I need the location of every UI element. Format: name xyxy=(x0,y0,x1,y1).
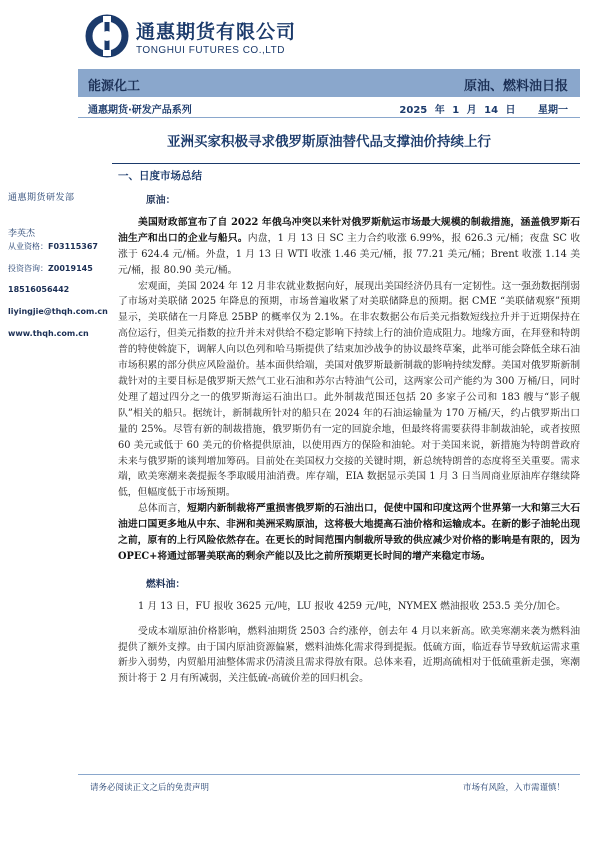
header-subline xyxy=(78,99,580,118)
email-link[interactable]: liyingjie@thqh.com.cn xyxy=(8,307,108,316)
crude-heading: 原油： xyxy=(146,195,176,206)
email-row[interactable] xyxy=(8,307,108,316)
website-link[interactable]: www.thqh.com.cn xyxy=(8,329,89,338)
company-name-en: TONGHUI FUTURES CO.,LTD xyxy=(136,45,285,56)
crude-p1-rest: 内盘，1 月 13 日 SC 主力合约收涨 6.99%，报 626.3 元/桶；夜盘 SC 收涨于 624.4 元/桶。外盘，1 月 13 日 WTI 收涨 1.46 美元/桶，报 77.21 美元/桶；Brent 收涨 1.14 美元/桶，报 80.90 美元/桶。 xyxy=(118,232,581,276)
page-title: 亚洲买家积极寻求俄罗斯原油替代品支撑油价持续上行 xyxy=(167,134,491,150)
invest-label: 投资咨询： xyxy=(8,264,48,273)
report-series: 通惠期货·研发产品系列 xyxy=(88,105,192,116)
company-name-cn: 通惠期货有限公司 xyxy=(136,21,297,43)
cert-row xyxy=(8,241,108,252)
invest-row xyxy=(8,263,108,274)
fuel-heading: 燃料油： xyxy=(146,578,186,590)
report-category: 能源化工 xyxy=(88,79,141,94)
section-divider xyxy=(112,163,580,164)
footer-divider xyxy=(78,774,580,775)
section-number: 一、 xyxy=(118,170,139,182)
crude-paragraph-3 xyxy=(118,501,580,565)
crude-p1-bold: 美国财政部宣布了自 2022 年俄乌冲突以来针对俄罗斯航运市场最大规模的制裁措施，涵盖俄罗斯石油生产和出口的企业与船只。 xyxy=(118,216,580,244)
report-date-line xyxy=(399,101,568,116)
footer-risk-note: 市场有风险，入市需谨慎！ xyxy=(462,783,565,793)
fuel-paragraph-1: 1 月 13 日，FU 报收 3625 元/吨，LU 报收 4259 元/吨，NYMEX 燃油报收 253.5 美分/加仑。 xyxy=(138,600,566,612)
crude-p3-bold: 短期内新制裁将严重损害俄罗斯的石油出口，促使中国和印度这两个世界第一大和第三大石油进口国更多地从中东、非洲和美洲采购原油，这将极大地提高石油价格和运输成本。在新的影子油轮出现之前，原有的上行风险依然存在。在更长的时间范围内制裁所导致的供应减少对价格的影响是有限的，因为 OPEC+将通过部署美联高的剩余产能以及比之前所预期更长时间的增产来稳定市场。 xyxy=(118,503,581,562)
report-date: 2025 年 1 月 14 日 xyxy=(399,105,516,116)
section-heading xyxy=(118,168,202,183)
company-logo-icon xyxy=(85,14,129,58)
crude-paragraph-2: 宏观面，美国 2024 年 12 月非农就业数据向好，展现出美国经济仍具有一定韧性。这一强劲数据削弱了市场对美联储 2025 年降息的预期，市场普遍收紧了对美联储降息的预期。据 CME “美联储观察”预期显示，美联储在一月降息 25BP 的概率仅为 2.1%。在非农数据公布后美元指数短线拉升并于近期保持在高位运行，但美元指数的拉升并未对供给不稳定影响下持续上行的油价造成阻力。地缘方面，在拜登和特朗普的特使斡旋下，调解人向以色列和哈马斯提供了结束加沙战争的协议最终草案，此举可能会降低全球石油市场积累的部分供应风险溢价。基本面供给端，美国对俄罗斯最新制裁的影响持续发酵。美国对俄罗斯新制裁针对的主要目标是俄罗斯天然气工业石油和苏尔古特油气公司，这两家公司产能约为 300 万桶/日，同时处理了超过四分之一的俄罗斯海运石油出口。此外制裁范围还包括 20 多家子公司和 183 艘与“影子舰队”相关的船只。据统计，新制裁所针对的船只在 2024 年的石油运输量为 170 万桶/天，约占俄罗斯出口量的 25%。尽管有新的制裁措施，俄罗斯仍有一定的回旋余地，但最终将需要获得非制裁油轮，或者按照 60 美元或低于 60 美元的价格提供原油，以使用西方的保险和油轮。对于美国来说，新措施为特朗普政府未来与俄罗斯的谈判增加筹码。目前处在美国权力交接的关键时期，新总统特朗普的态度将至关重要。需求端，欧美寒潮来袭提振冬季取暖用油消费。库存端，EIA 数据显示美国 1 月 3 日当周商业原油库存继续降低，但幅度低于市场预期。 xyxy=(118,280,580,499)
header-band xyxy=(78,69,580,97)
footer-disclaimer: 请务必阅读正文之后的免责声明 xyxy=(90,783,210,793)
phone-value: 18516056442 xyxy=(8,285,70,294)
cert-value: F03115367 xyxy=(48,242,98,251)
report-weekday: 星期一 xyxy=(538,105,568,116)
website-row[interactable] xyxy=(8,329,108,338)
invest-value: Z0019145 xyxy=(48,264,93,273)
analyst-name: 李英杰 xyxy=(8,229,36,239)
crude-paragraph-1 xyxy=(118,215,580,279)
fuel-paragraph-2: 受成本端原油价格影响，燃料油期货 2503 合约涨停，创去年 4 月以来新高。欧美寒潮来袭为燃料油提供了额外支撑。由于国内原油资源偏紧，燃料油炼化需求得到提振。低硫方面，临近春节导致航运需求重新步入弱势，内贸船用油整体需求仍清淡且需求得放有限。总体来看，近期高硫相对于低硫重新走强，寒潮预计将于 2 月有所减弱，关注低硫-高硫价差的回归机会。 xyxy=(118,625,580,685)
sidebar-dept: 通惠期货研发部 xyxy=(8,193,75,203)
report-body xyxy=(118,190,580,687)
cert-label: 从业资格： xyxy=(8,242,48,251)
phone-row xyxy=(8,285,108,294)
section-label: 日度市场总结 xyxy=(139,170,202,182)
crude-p3-lead: 总体而言， xyxy=(138,503,188,515)
report-type: 原油、燃料油日报 xyxy=(463,79,568,94)
